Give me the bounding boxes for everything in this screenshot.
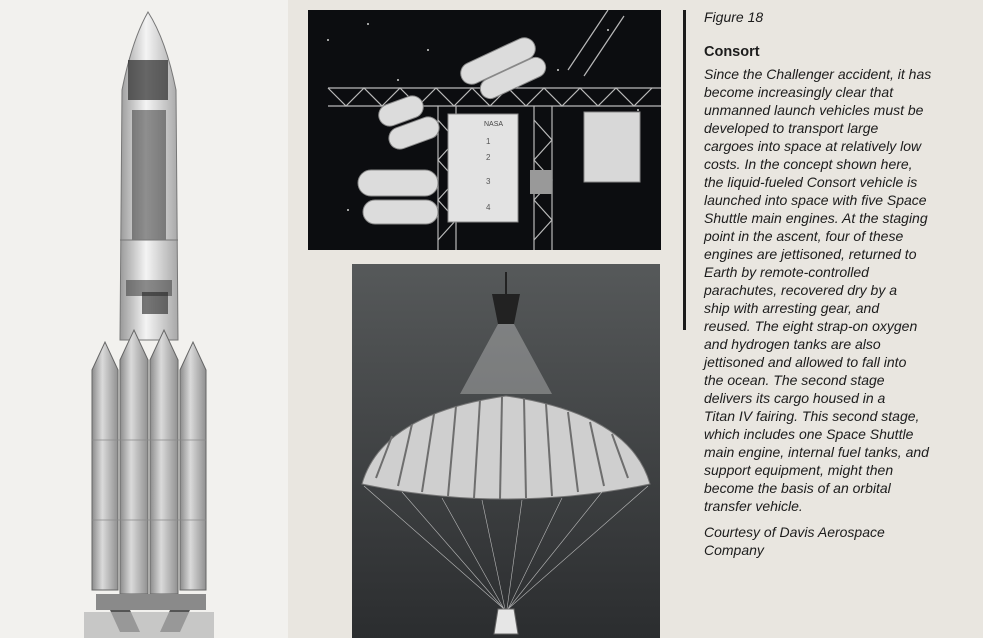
image-credit: Courtesy of Davis Aerospace Company: [704, 524, 885, 558]
parachute-recovery-illustration: [352, 264, 660, 638]
space-assembly-illustration: [308, 10, 661, 250]
module-number-label: 2: [486, 153, 491, 162]
figure-caption: [704, 8, 983, 559]
module-number-label: 4: [486, 203, 491, 212]
caption-body: Since the Challenger accident, it has become increasingly clear that unmanned launch vehicles must be developed to transport large cargoes into space at relatively low costs. In the concept shown here, the liquid-fueled Consort vehicle is launched into space with five Space Shuttle main engines. At the staging point in the ascent, four of these engines are jettisoned, returned to Earth by remote-controlled parachutes, recovered dry by a ship with arresting gear, and reused. The eight strap-on oxygen and hydrogen tanks are also jettisoned and allowed to fall into the ocean. The second stage delivers its cargo housed in a Titan IV fairing. This second stage, which includes one Space Shuttle main engine, internal fuel tanks, and support equipment, might then become the basis of an orbital transfer vehicle.: [704, 66, 932, 514]
caption-rule: [683, 10, 686, 330]
module-nasa-label: NASA: [484, 121, 504, 128]
rocket-illustration: [0, 0, 288, 638]
module-number-label: 1: [486, 137, 491, 146]
module-number-label: 3: [486, 177, 491, 186]
figure-label: Figure 18: [704, 9, 764, 25]
caption-title: Consort: [704, 44, 760, 60]
